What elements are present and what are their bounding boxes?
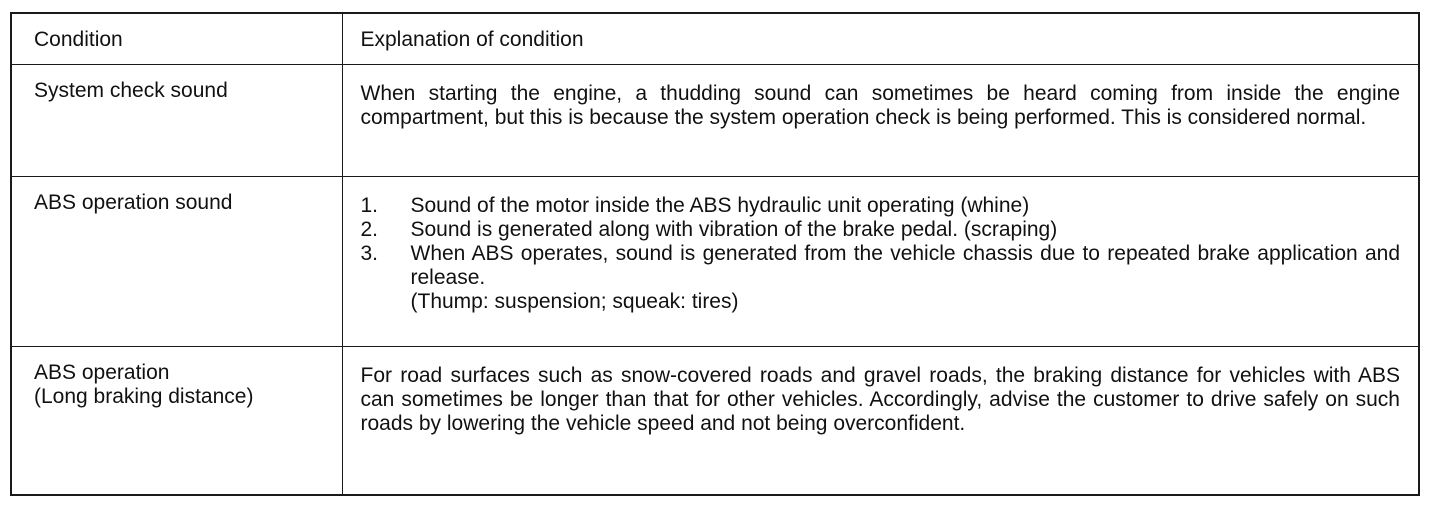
sound-list [361, 194, 1401, 290]
table-row [12, 346, 1418, 494]
condition-cell-system-check: System check sound [12, 64, 342, 176]
condition-line: (Long braking distance) [34, 384, 254, 408]
table-row [12, 176, 1418, 346]
explanation-cell-abs-distance [342, 346, 1418, 494]
sound-note: (Thump: suspension; squeak: tires) [410, 289, 739, 313]
explanation-cell-abs-sound [342, 176, 1418, 346]
condition-table-frame [10, 12, 1420, 496]
list-item-text: Sound of the motor inside the ABS hydraulic unit operating (whine) [410, 193, 1030, 217]
condition-line: ABS operation [34, 360, 170, 384]
list-item-number: 1. [360, 193, 379, 217]
list-item-number: 3. [360, 241, 379, 265]
list-item-text: When ABS operates, sound is generated from the vehicle chassis due to repeated brake application and release. [410, 241, 1400, 289]
column-header-condition: Condition [12, 14, 342, 64]
condition-cell-abs-sound: ABS operation sound [12, 176, 342, 346]
explanation-cell-system-check [342, 64, 1418, 176]
condition-table [12, 14, 1418, 494]
condition-cell-abs-distance [12, 346, 342, 494]
table-row [12, 64, 1418, 176]
column-header-explanation: Explanation of condition [342, 14, 1418, 64]
list-item [361, 242, 1401, 290]
list-item [361, 218, 1401, 242]
explanation-text: For road surfaces such as snow-covered roads and gravel roads, the braking distance for vehicles with ABS can sometimes be longer than that for other vehicles. Accordingly, advise the customer to drive safely on such roads by lowering the vehicle speed and not being overconfident. [360, 363, 1400, 435]
list-item-text: Sound is generated along with vibration of the brake pedal. (scraping) [410, 217, 1058, 241]
list-item-number: 2. [360, 217, 379, 241]
explanation-text: When starting the engine, a thudding sound can sometimes be heard coming from inside the engine compartment, but this is because the system operation check is being performed. This is considered normal. [360, 81, 1400, 129]
table-header-row [12, 14, 1418, 64]
list-item [361, 194, 1401, 218]
